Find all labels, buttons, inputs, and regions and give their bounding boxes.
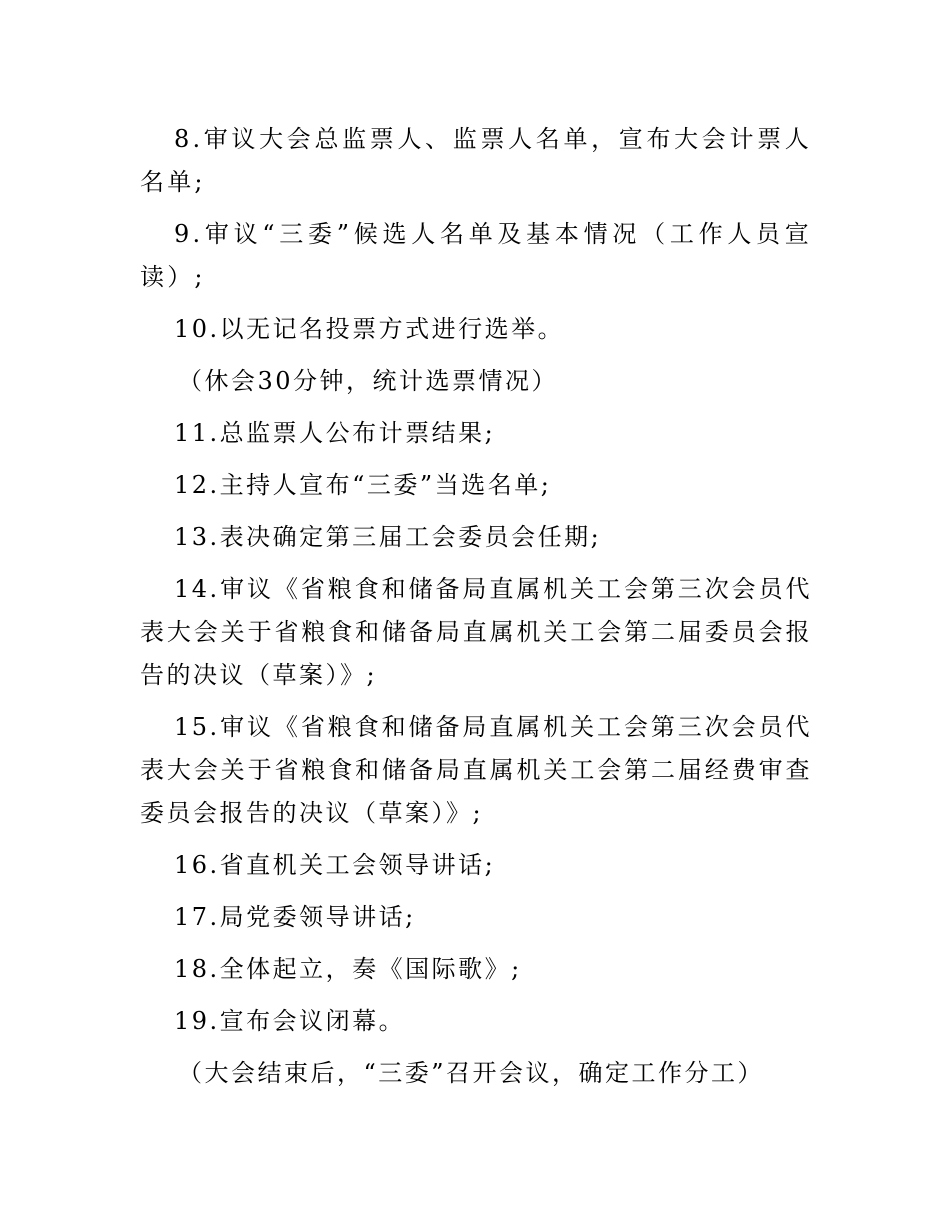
agenda-item-18: 18.全体起立，奏《国际歌》; (174, 955, 522, 983)
agenda-item-12: 12.主持人宣布“三委”当选名单; (174, 471, 552, 499)
closing-note: （大会结束后，“三委”召开会议，确定工作分工） (178, 1059, 765, 1087)
agenda-item-9: 9.审议“三委”候选人名单及基本情况（工作人员宣读）; (140, 220, 812, 291)
agenda-item-13: 13.表决确定第三届工会委员会任期; (174, 523, 602, 551)
agenda-item-11: 11.总监票人公布计票结果; (174, 419, 496, 447)
agenda-item-16: 16.省直机关工会领导讲话; (174, 851, 496, 879)
recess-note: （休会30分钟，统计选票情况） (178, 367, 559, 395)
agenda-item-14: 14.审议《省粮食和储备局直属机关工会第三次会员代表大会关于省粮食和储备局直属机关工会第二届委员会报告的决议（草案）》; (140, 575, 812, 689)
agenda-item-19: 19.宣布会议闭幕。 (174, 1007, 406, 1035)
agenda-item-8: 8.审议大会总监票人、监票人名单，宣布大会计票人名单; (140, 125, 812, 196)
agenda-body (140, 118, 812, 1104)
agenda-item-10: 10.以无记名投票方式进行选举。 (174, 315, 565, 343)
agenda-item-15: 15.审议《省粮食和储备局直属机关工会第三次会员代表大会关于省粮食和储备局直属机关工会第二届经费审查委员会报告的决议（草案）》; (140, 713, 812, 827)
agenda-item-17: 17.局党委领导讲话; (174, 903, 416, 931)
